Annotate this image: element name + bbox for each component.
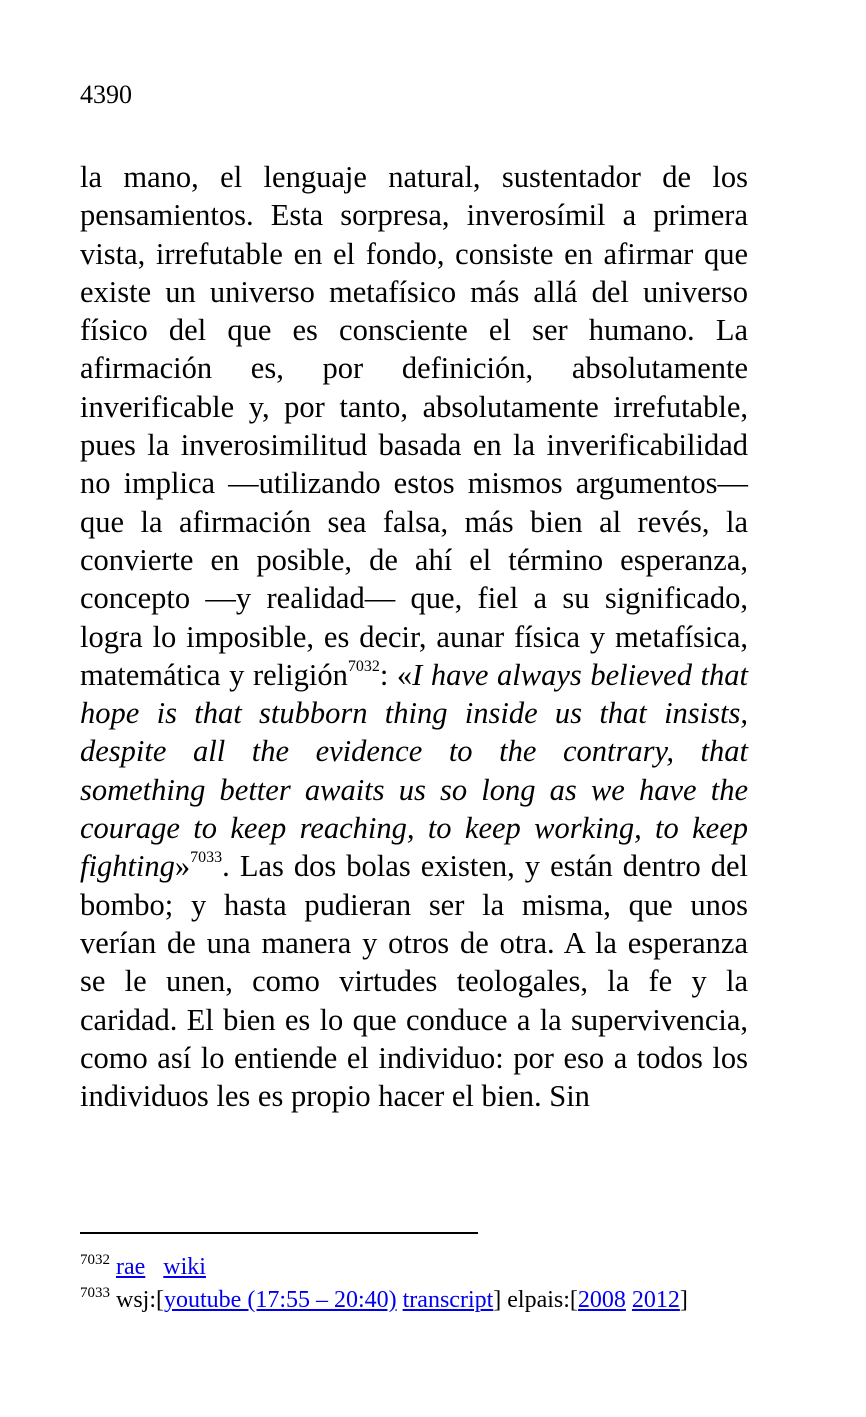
body-paragraph [80, 158, 748, 1115]
footnote-number: 7033 [80, 1285, 110, 1301]
link-youtube[interactable]: youtube (17:55 – 20:40) [164, 1287, 397, 1313]
footnote-suffix: ] [679, 1287, 688, 1313]
quotation: I have always believed that hope is that stubborn thing inside us that insists, despite all the evidence to the contrary, that something better awaits us so long as we have the courage to keep reaching, to keep working, to keep fighting [80, 657, 748, 884]
footnote-7033 [80, 1286, 688, 1314]
footnote-7032 [80, 1253, 206, 1281]
footnote-divider [80, 1232, 478, 1234]
footnote-ref-7032[interactable]: 7032 [347, 657, 380, 675]
link-wiki[interactable]: wiki [163, 1254, 206, 1280]
link-2008[interactable]: 2008 [577, 1287, 626, 1313]
footnote-number: 7032 [80, 1252, 110, 1268]
page-number: 4390 [80, 80, 132, 109]
link-rae[interactable]: rae [116, 1254, 146, 1280]
footnote-ref-7033[interactable]: 7033 [190, 849, 223, 867]
body-text-part-1: la mano, el lenguaje natural, sustentador de los pensamientos. Esta sorpresa, inverosímil a primera vista, irrefutable en el fondo, consiste en afirmar que existe un universo metafísico más allá del universo físico del que es consciente el ser humano. La afirmación es, por definición, absolutamente inverificable y, por tanto, absolutamente irrefutable, pues la inverosimilitud basada en la inverificabilidad no implica —utilizando estos mismos argumentos— que la afirmación sea falsa, más bien al revés, la convierte en posible, de ahí el término esperanza, concepto —y realidad— que, fiel a su significado, logra lo imposible, es decir, aunar física y metafísica, matemática y religión [80, 160, 748, 692]
quote-open: : « [379, 657, 413, 692]
footnote-middle: ] elpais:[ [493, 1287, 578, 1313]
body-text-part-2: . Las dos bolas existen, y están dentro del bombo; y hasta pudieran ser la misma, que unos verían de una manera y otros de otra. A la esperanza se le unen, como virtudes teologales, la fe y la caridad. El bien es lo que conduce a la supervivencia, como así lo entiende el individuo: por eso a todos los individuos les es propio hacer el bien. Sin [80, 849, 748, 1114]
footnote-prefix: wsj:[ [116, 1287, 164, 1313]
link-transcript[interactable]: transcript [402, 1287, 494, 1313]
link-2012[interactable]: 2012 [631, 1287, 680, 1313]
quote-close: » [174, 849, 191, 884]
